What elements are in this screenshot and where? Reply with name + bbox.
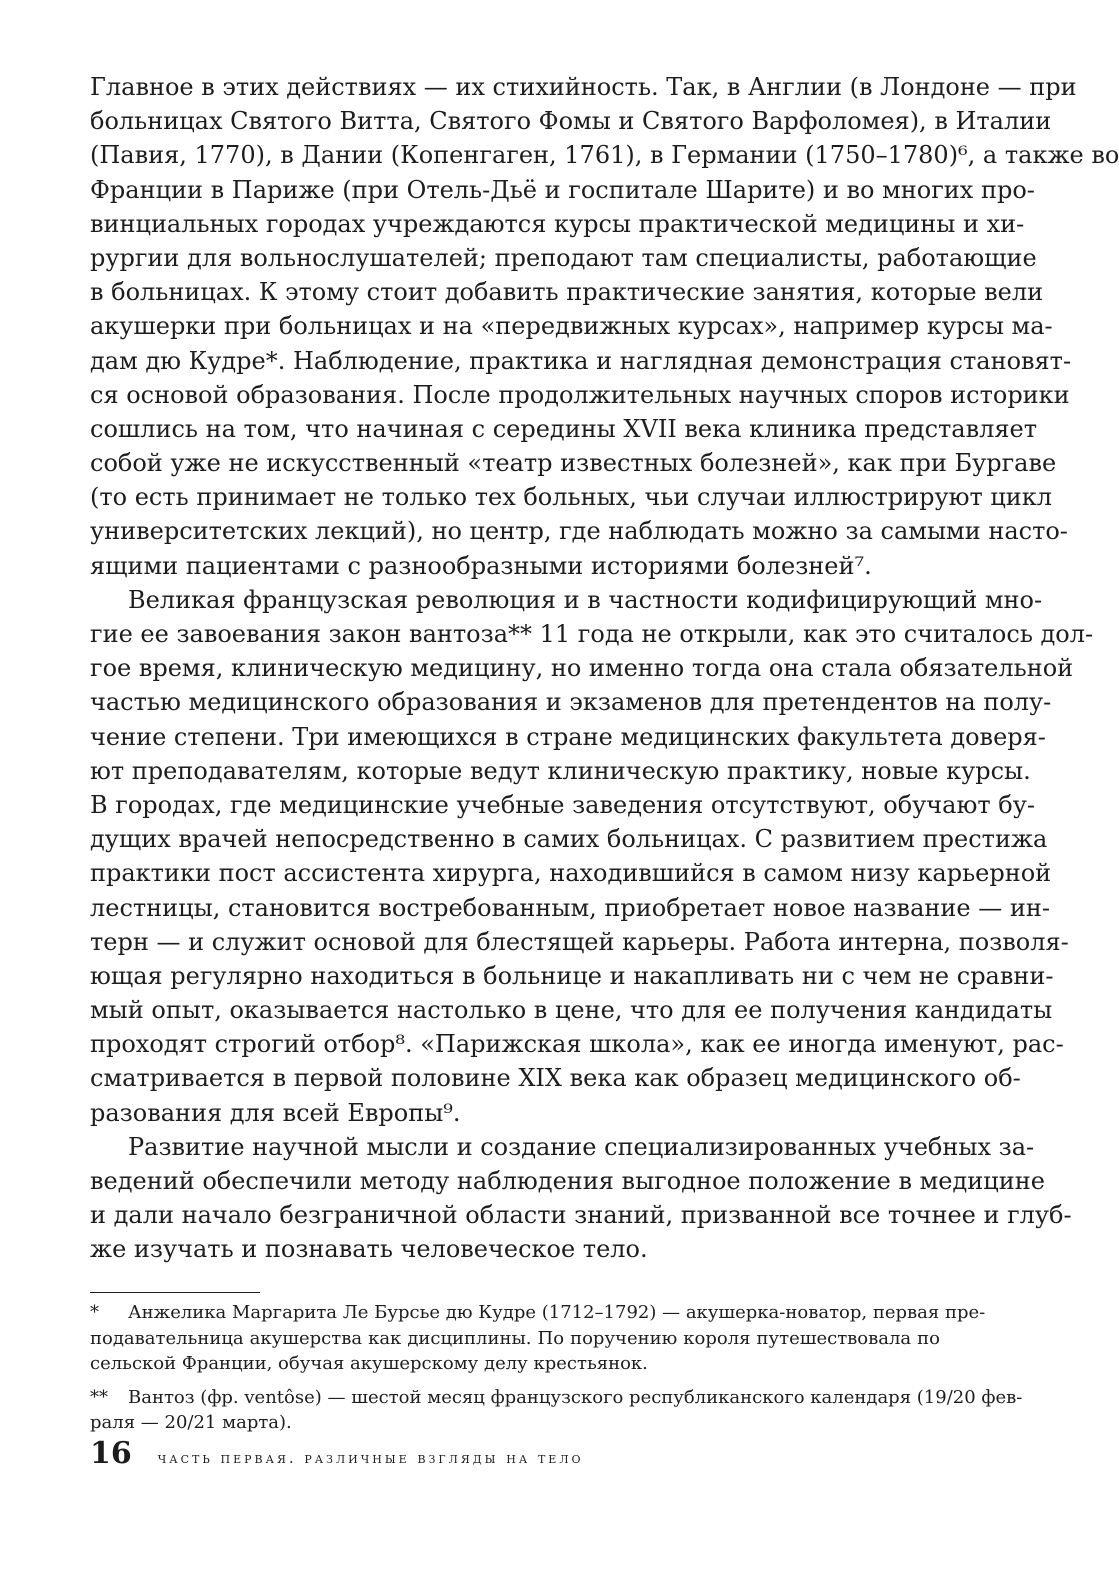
text-line: терн — и служит основой для блестящей карьеры. Работа интерна, позволя- (90, 927, 1069, 956)
text-line: разования для всей Европы⁹. (90, 1098, 461, 1127)
page-footer (90, 1436, 940, 1476)
text-line: Великая французская революция и в частности кодифицирующий мно- (128, 585, 1043, 614)
text-line: винциальных городах учреждаются курсы практической медицины и хи- (90, 209, 1025, 238)
text-line: Главное в этих действиях — их стихийность. Так, в Англии (в Лондоне — при (90, 73, 1077, 101)
text-line: дам дю Кудре*. Наблюдение, практика и наглядная демонстрация становят- (90, 346, 1072, 375)
footnote-mark: * (90, 1302, 99, 1323)
text-line: же изучать и познавать человеческое тело. (90, 1235, 648, 1264)
paragraph-2 (90, 583, 1094, 1130)
text-line: Развитие научной мысли и создание специализированных учебных за- (128, 1132, 1035, 1161)
text-line: дущих врачей непосредственно в самих больницах. С развитием престижа (90, 825, 1048, 854)
text-line: ящими пациентами с разнообразными историями болезней⁷. (90, 551, 872, 580)
text-line: ющая регулярно находиться в больнице и накапливать ни с чем не сравни- (90, 961, 1054, 990)
text-line: практики пост ассистента хирурга, находившийся в самом низу карьерной (90, 859, 1052, 888)
text-line: больницах Святого Витта, Святого Фомы и Святого Варфоломея), в Италии (90, 107, 1052, 136)
text-line: гие ее завоевания закон вантоза** 11 года не открыли, как это считалось дол- (90, 620, 1094, 648)
running-head: часть первая. различные взгляды на тело (157, 1449, 584, 1467)
text-line: ся основой образования. После продолжительных научных споров историки (90, 380, 1070, 409)
text-line: (Павия, 1770), в Дании (Копенгаген, 1761), в Германии (1750–1780)⁶, а также во (90, 141, 1119, 170)
text-line: лестницы, становится востребованным, приобретает новое название — ин- (90, 893, 1050, 922)
footnote-divider (90, 1292, 260, 1293)
text-line: ведений обеспечили методу наблюдения выгодное положение в медицине (90, 1167, 1045, 1195)
footnote-line: сельской Франции, обучая акушерскому делу крестьянок. (90, 1353, 648, 1374)
paragraph-3 (90, 1130, 1072, 1267)
footnote-line (90, 1300, 986, 1326)
footnote-line: подавательница акушерства как дисциплины. По поручению короля путешествовала по (90, 1327, 940, 1349)
footnote-line (90, 1385, 1023, 1411)
footnote-mark: ** (90, 1386, 108, 1408)
main-text (90, 70, 1119, 1267)
text-line: частью медицинского образования и экзаменов для претендентов на полу- (90, 688, 1052, 717)
footnotes (90, 1300, 1023, 1436)
text-line: гое время, клиническую медицину, но именно тогда она стала обязательной (90, 654, 1074, 683)
text-line: В городах, где медицинские учебные заведения отсутствуют, обучают бу- (90, 790, 1035, 819)
text-line: в больницах. К этому стоит добавить практические занятия, которые вели (90, 278, 1044, 307)
text-line: чение степени. Три имеющихся в стране медицинских факультета доверя- (90, 722, 1046, 751)
footnote-text: Анжелика Маргарита Ле Бурсье дю Кудре (1712–1792) — акушерка-новатор, первая пре- (128, 1302, 986, 1323)
text-line: ют преподавателям, которые ведут клиническую практику, новые курсы. (90, 756, 1031, 785)
text-line: (то есть принимает не только тех больных, чьи случаи иллюстрируют цикл (90, 483, 1053, 512)
footnote-line: раля — 20/21 марта). (90, 1412, 292, 1433)
text-line: акушерки при больницах и на «передвижных курсах», например курсы ма- (90, 312, 1053, 341)
paragraph-1 (90, 70, 1119, 583)
text-line: сошлись на том, что начиная с середины XVII века клиника представляет (90, 414, 1037, 443)
text-line: сматривается в первой половине XIX века как образец медицинского об- (90, 1064, 1021, 1093)
page-number: 16 (90, 1436, 132, 1471)
text-line: собой уже не искусственный «театр известных болезней», как при Бургаве (90, 449, 1057, 478)
text-line: мый опыт, оказывается настолько в цене, что для ее получения кандидаты (90, 996, 1053, 1025)
text-line: университетских лекций), но центр, где наблюдать можно за самыми насто- (90, 517, 1068, 546)
text-line: Франции в Париже (при Отель-Дьё и госпитале Шарите) и во многих про- (90, 175, 1035, 204)
text-line: рургии для вольнослушателей; преподают там специалисты, работающие (90, 243, 1037, 272)
footnote-text: Вантоз (фр. ventôse) — шестой месяц французского республиканского календаря (19/20 фев- (128, 1386, 1023, 1408)
footnote-2 (90, 1385, 1023, 1436)
text-line: проходят строгий отбор⁸. «Парижская школа», как ее иногда именуют, рас- (90, 1030, 1064, 1059)
footnote-1 (90, 1300, 986, 1377)
text-line: и дали начало безграничной области знаний, призванной все точнее и глуб- (90, 1201, 1072, 1230)
